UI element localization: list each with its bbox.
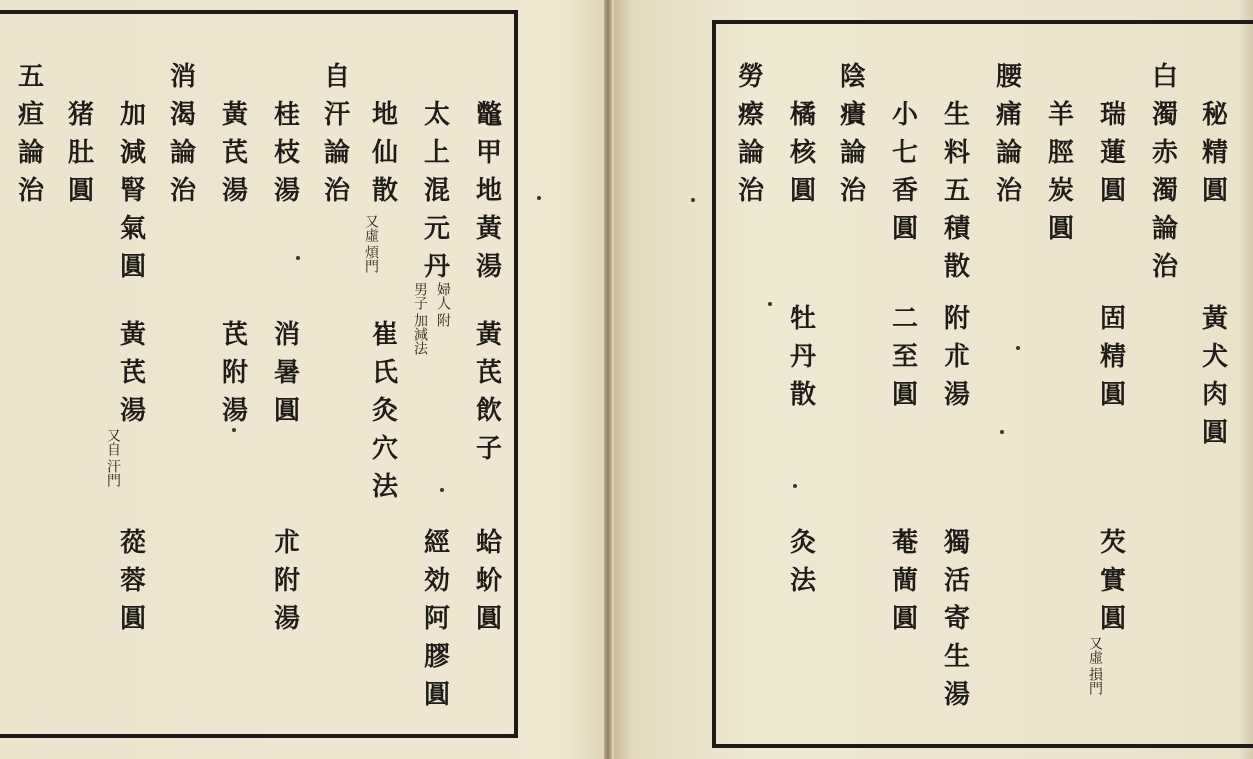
annotation-note: 又虛 — [363, 214, 379, 242]
section-heading: 白 濁 赤 濁 論 治 — [1151, 62, 1178, 282]
annotation-note: 煩門 — [363, 245, 379, 273]
entry-text: 朮 附 湯 — [273, 528, 300, 634]
entry-text: 太 上 混 元 丹 — [423, 100, 450, 282]
entry-text: 蓯 蓉 圓 — [119, 528, 146, 634]
entry-text: 黃 芪 飲 子 — [475, 320, 502, 464]
entry-text: 二 至 圓 — [891, 304, 918, 410]
entry-text: 黃 芪 湯 — [119, 320, 146, 426]
annotation-note: 損門 — [1087, 667, 1103, 695]
annotation-note — [412, 282, 431, 355]
entry-text: 小 七 香 圓 — [891, 100, 918, 244]
entry-text: 附 朮 湯 — [943, 304, 970, 410]
ink-speck — [440, 488, 444, 492]
entry-text: 羊 脛 炭 圓 — [1047, 100, 1074, 244]
entry-text: 芡 實 圓 — [1099, 528, 1126, 634]
entry-text: 黃 芪 湯 — [221, 100, 248, 206]
book-gutter — [604, 0, 612, 759]
ink-speck — [691, 198, 695, 202]
ink-speck — [1016, 346, 1020, 350]
entry-text: 消 暑 圓 — [273, 320, 300, 426]
annotation-note — [105, 428, 124, 487]
entry-text: 獨 活 寄 生 湯 — [943, 528, 970, 710]
entry-text: 蛤 蚧 圓 — [475, 528, 502, 634]
ink-speck — [1000, 430, 1004, 434]
annotation-note: 汗門 — [105, 459, 121, 487]
annotation-note: 男子 — [412, 282, 428, 310]
annotation-note: 婦人 — [435, 282, 451, 310]
entry-text: 鼈 甲 地 黃 湯 — [475, 100, 502, 282]
ink-speck — [296, 256, 300, 260]
annotation-note: 附 — [435, 313, 451, 327]
section-heading: 五 疸 論 治 — [17, 62, 44, 206]
ink-speck — [768, 302, 772, 306]
entry-text: 經 効 阿 膠 圓 — [423, 528, 450, 710]
entry-text: 加 減 腎 氣 圓 — [119, 100, 146, 282]
annotation-note: 又自 — [105, 428, 121, 456]
section-heading: 勞 瘵 論 治 — [737, 62, 764, 206]
annotation-note: 加減法 — [412, 313, 428, 355]
entry-text: 猪 肚 圓 — [67, 100, 94, 206]
section-heading: 自 汗 論 治 — [323, 62, 350, 206]
entry-text: 橘 核 圓 — [789, 100, 816, 206]
entry-text: 固 精 圓 — [1099, 304, 1126, 410]
section-heading: 消 渴 論 治 — [169, 62, 196, 206]
annotation-note — [1087, 636, 1106, 695]
entry-text: 崔 氏 灸 穴 法 — [371, 320, 398, 502]
entry-text: 黃 犬 肉 圓 — [1201, 304, 1228, 448]
entry-text: 生 料 五 積 散 — [943, 100, 970, 282]
ink-speck — [793, 484, 797, 488]
section-heading: 陰 㿉 論 治 — [839, 62, 866, 206]
entry-text: 地 仙 散 — [371, 100, 398, 206]
annotation-note: 又虛 — [1087, 636, 1103, 664]
entry-text: 秘 精 圓 — [1201, 100, 1228, 206]
entry-text: 牡 丹 散 — [789, 304, 816, 410]
entry-text: 菴 蕳 圓 — [891, 528, 918, 634]
annotation-note — [363, 214, 382, 273]
annotation-note — [435, 282, 454, 327]
ink-speck — [232, 428, 236, 432]
ink-speck — [537, 196, 541, 200]
entry-text: 灸 法 — [789, 528, 816, 596]
section-heading: 腰 痛 論 治 — [995, 62, 1022, 206]
entry-text: 桂 枝 湯 — [273, 100, 300, 206]
entry-text: 芪 附 湯 — [221, 320, 248, 426]
entry-text: 瑞 蓮 圓 — [1099, 100, 1126, 206]
